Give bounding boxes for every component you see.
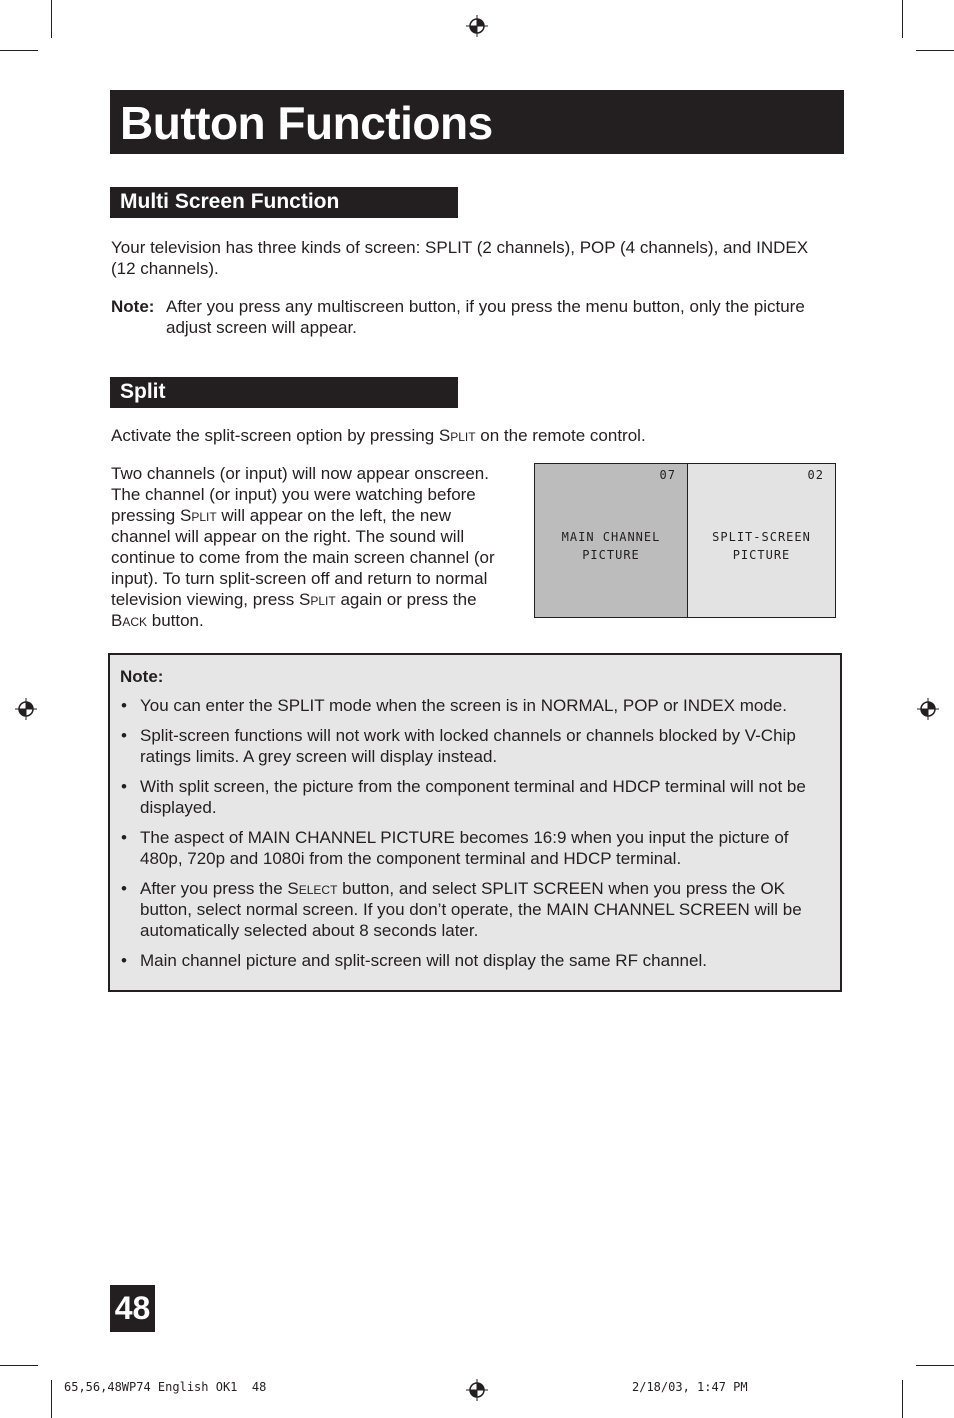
split-description <box>111 463 521 631</box>
registration-mark-icon <box>466 15 488 37</box>
description-line <box>111 484 521 505</box>
crop-mark <box>902 1380 903 1418</box>
intro-line: Your television has three kinds of screen: SPLIT (2 channels), POP (4 channels), and INDEX <box>111 238 809 257</box>
section-heading-text: Multi Screen Function <box>120 190 340 213</box>
page-number: 48 <box>114 1290 151 1326</box>
note-list-item <box>120 878 832 941</box>
footer-file-info: 65,56,48WP74 English OK1 48 <box>64 1380 267 1394</box>
crop-mark <box>51 1380 52 1418</box>
crop-mark <box>51 0 52 38</box>
page-number-badge <box>110 1285 155 1332</box>
split-channel-number: 02 <box>807 468 824 482</box>
note-line: After you press any multiscreen button, if you press the menu button, only the picture <box>166 297 805 316</box>
description-line <box>111 547 521 568</box>
footer-timestamp: 2/18/03, 1:47 PM <box>632 1380 748 1394</box>
note-list-item <box>120 725 832 767</box>
multi-screen-intro <box>111 237 841 279</box>
text-run: continue to come from the main screen channel (or <box>111 548 495 567</box>
button-key-name: Select <box>287 879 338 898</box>
text-run: television viewing, press <box>111 590 300 609</box>
note-label: Note: <box>111 297 155 316</box>
text-run: Two channels (or input) will now appear onscreen. <box>111 464 489 483</box>
text-run: input). To turn split-screen off and return to normal <box>111 569 488 588</box>
text-run: channel will appear on the right. The sound will <box>111 527 465 546</box>
page-title: Button Functions <box>120 97 493 149</box>
text-run: will appear on the left, the new <box>216 506 452 525</box>
intro-line: (12 channels). <box>111 259 219 278</box>
text-run: again or press the <box>335 590 477 609</box>
button-key-name: Split <box>179 506 217 525</box>
main-channel-label <box>535 528 687 564</box>
description-line <box>111 463 521 484</box>
split-activate-text <box>111 425 841 446</box>
button-key-name: Back <box>111 611 148 630</box>
text-run: Split-screen functions will not work with locked channels or channels blocked by V-Chip ratings limits. A grey screen will display instead. <box>140 726 796 766</box>
pane-label-line: PICTURE <box>732 548 791 562</box>
pane-label-line: MAIN CHANNEL <box>561 530 661 544</box>
text-run: After you press the <box>140 879 288 898</box>
text-run: The aspect of MAIN CHANNEL PICTURE becomes 16:9 when you input the picture of 480p, 720p and 1080i from the component terminal and HDCP terminal. <box>140 828 789 868</box>
crop-mark <box>916 1365 954 1366</box>
button-key-name: Split <box>299 590 336 609</box>
multi-screen-note <box>111 296 841 338</box>
note-box <box>108 653 842 992</box>
note-list-item <box>120 827 832 869</box>
main-channel-number: 07 <box>659 468 676 482</box>
note-list <box>120 695 832 980</box>
note-list-item <box>120 776 832 818</box>
split-screen-diagram <box>534 463 836 618</box>
text-run: You can enter the SPLIT mode when the screen is in NORMAL, POP or INDEX mode. <box>140 696 787 715</box>
split-screen-label <box>688 528 835 564</box>
pane-label-line: PICTURE <box>582 548 640 562</box>
main-channel-pane <box>535 464 688 617</box>
note-text <box>166 296 841 338</box>
text-run: With split screen, the picture from the component terminal and HDCP terminal will not be displayed. <box>140 777 806 817</box>
pane-label-line: SPLIT-SCREEN <box>712 530 811 544</box>
split-screen-pane <box>688 464 835 617</box>
text-run: pressing <box>111 506 180 525</box>
crop-mark <box>0 1365 38 1366</box>
section-heading-split <box>110 377 458 408</box>
text-run: button. <box>147 611 204 630</box>
text-run: button, and select SPLIT SCREEN when you press the OK button, select normal screen. If you don’t operate, the MAIN CHANNEL SCREEN will be automatically selected about 8 seconds later. <box>140 879 802 940</box>
text-run: Main channel picture and split-screen will not display the same RF channel. <box>140 951 707 970</box>
note-line: adjust screen will appear. <box>166 318 357 337</box>
text-run: on the remote control. <box>475 426 646 445</box>
section-heading-multi-screen <box>110 187 458 218</box>
registration-mark-icon <box>466 1379 488 1401</box>
crop-mark <box>916 50 954 51</box>
page-title-bar <box>110 90 844 154</box>
note-box-title: Note: <box>120 667 164 686</box>
description-line <box>111 610 521 631</box>
registration-mark-icon <box>917 698 939 720</box>
note-list-item <box>120 950 832 971</box>
crop-mark <box>902 0 903 38</box>
registration-mark-icon <box>15 698 37 720</box>
section-heading-text: Split <box>120 380 166 403</box>
crop-mark <box>0 50 38 51</box>
description-line <box>111 505 521 526</box>
text-run: Activate the split-screen option by pressing <box>111 426 439 445</box>
description-line <box>111 526 521 547</box>
split-key-name: Split <box>438 426 476 445</box>
description-line <box>111 589 521 610</box>
description-line <box>111 568 521 589</box>
text-run: The channel (or input) you were watching before <box>111 485 476 504</box>
note-list-item <box>120 695 832 716</box>
